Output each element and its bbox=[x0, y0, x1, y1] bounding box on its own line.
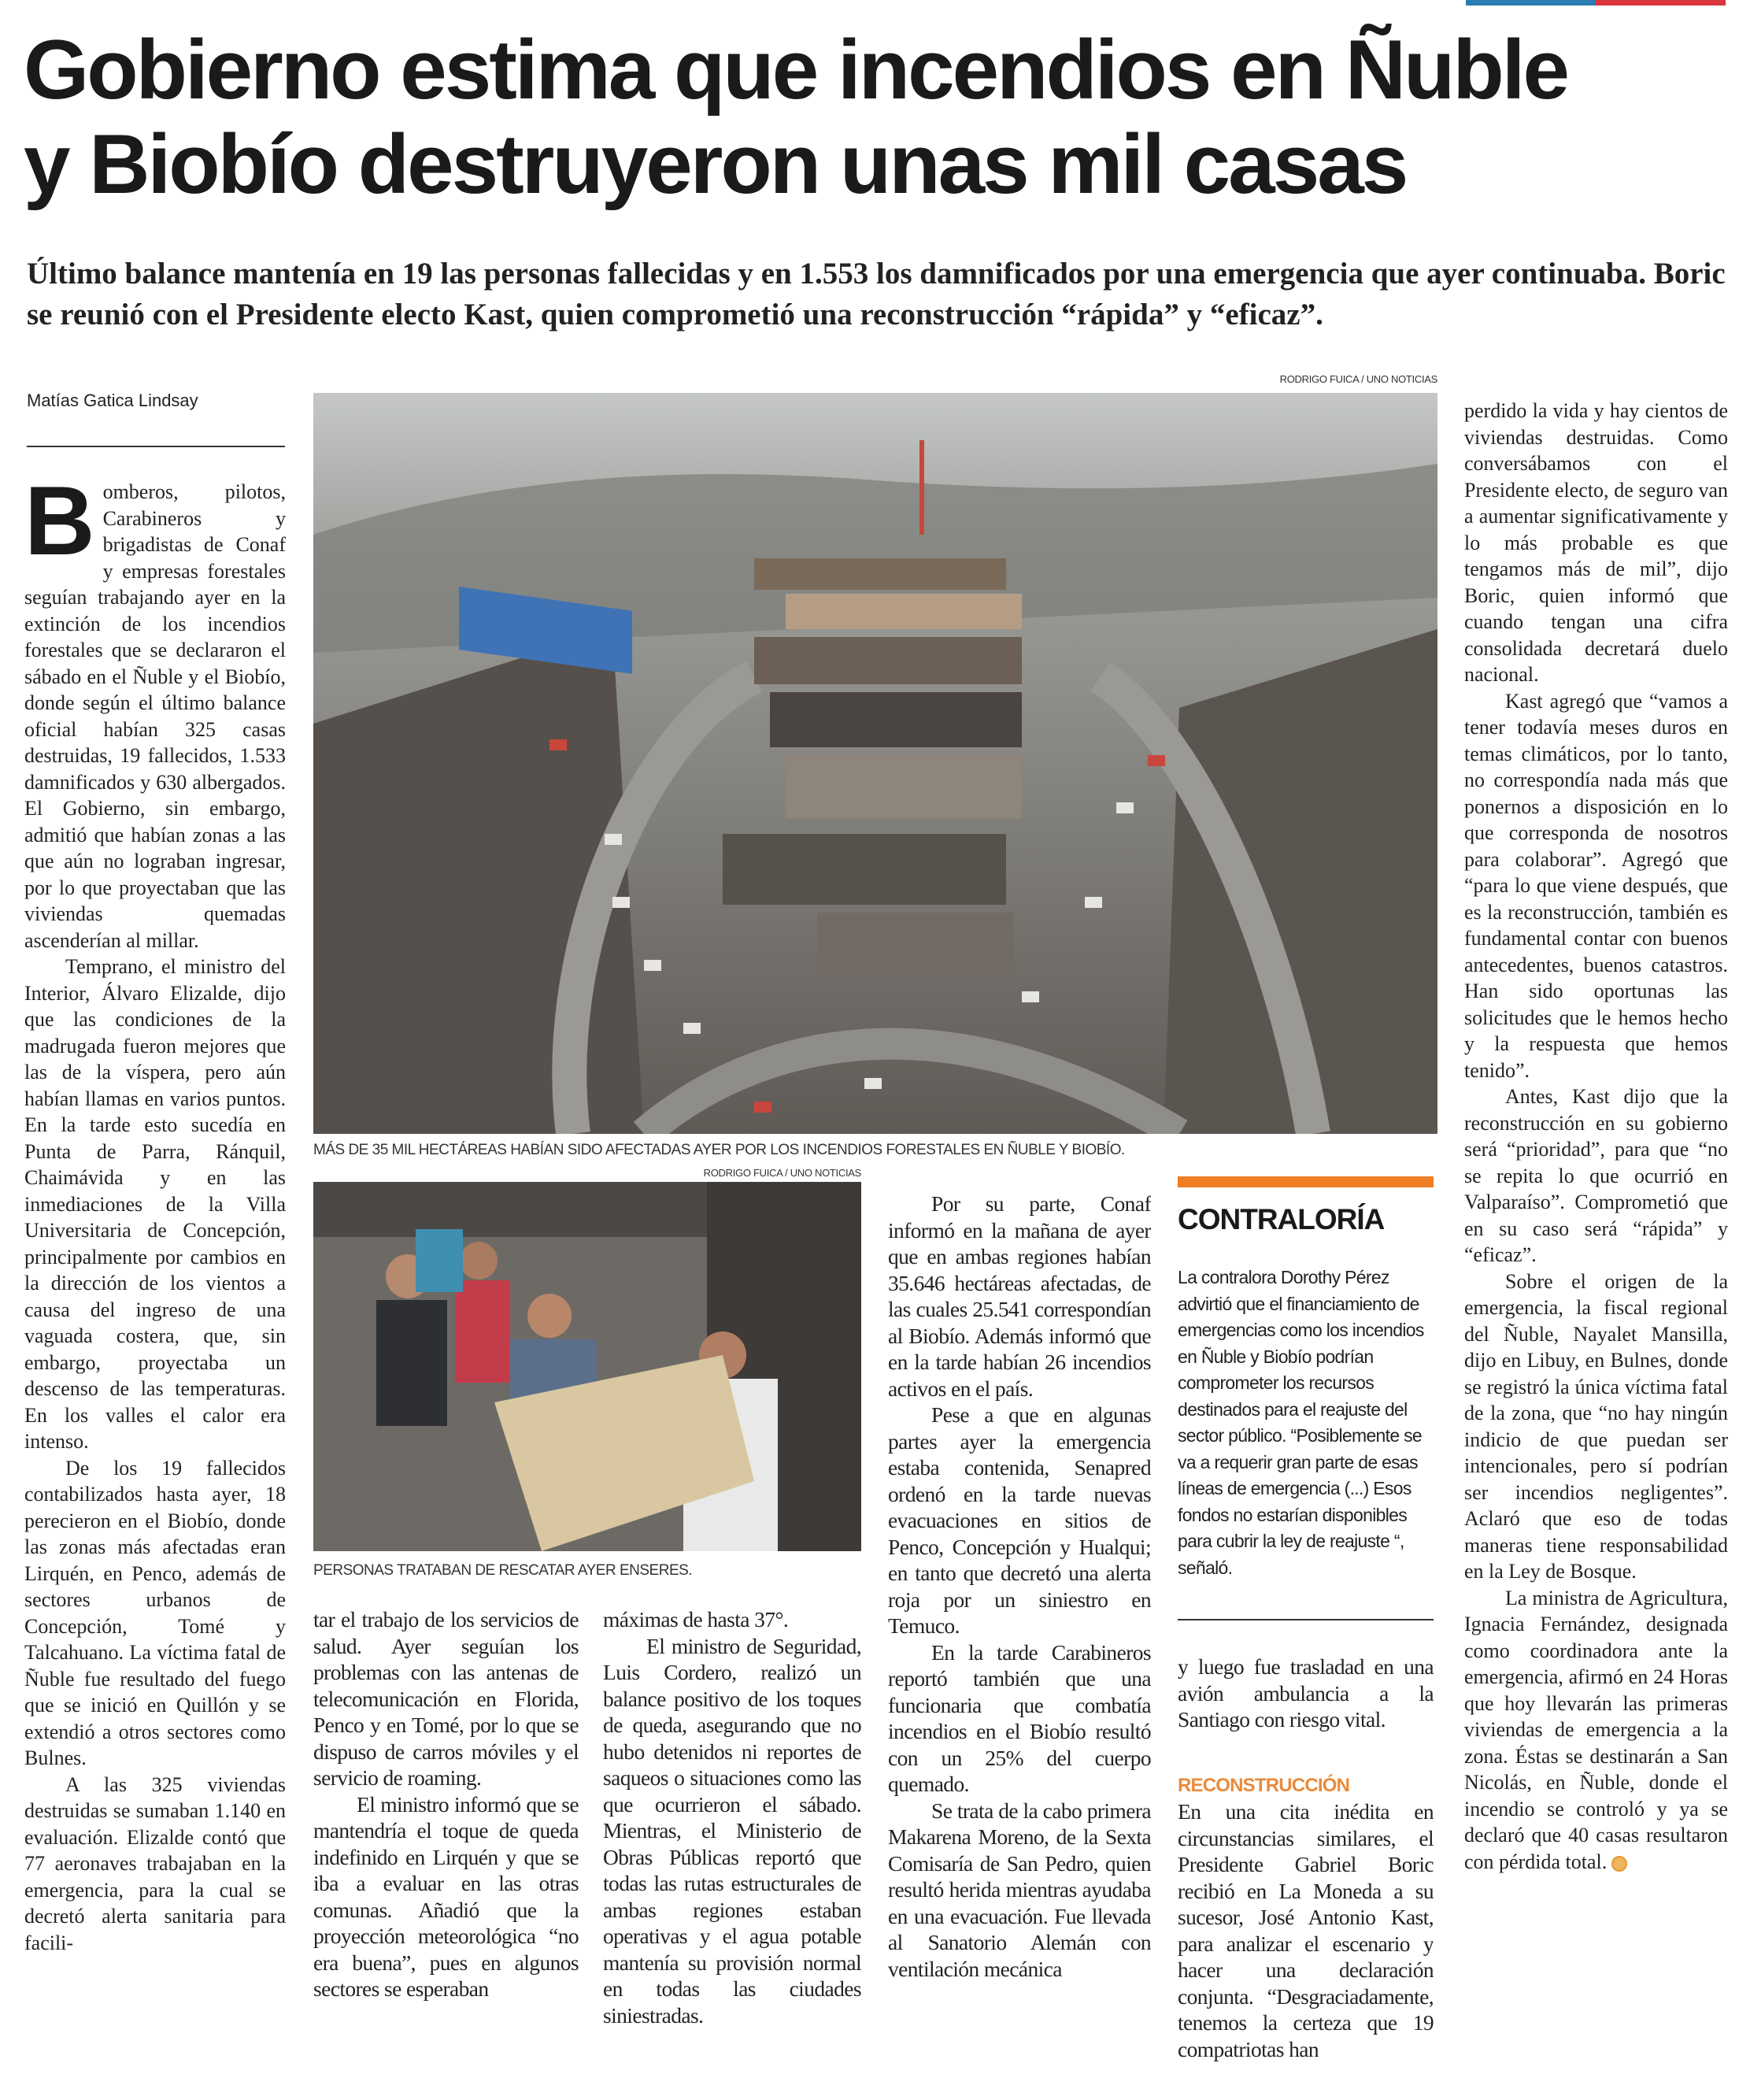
article-column-2 bbox=[313, 1606, 579, 2063]
headline bbox=[24, 22, 1748, 211]
paragraph: perdido la vida y hay cientos de viviendas destruidas. Como conversábamos con el Presidente electo, de seguro van a aumentar significativamente y lo más probable es que tengamos más de mil”, dijo Boric, quien informó que cuando tengan una cifra consolidada decretará duelo nacional. bbox=[1464, 399, 1728, 686]
paragraph: La ministra de Agricultura, Ignacia Fernández, designada como coordinadora ante la emergencia, afirmó en 24 Horas que hoy llevarán las primeras viviendas de emergencia a la zona. Éstas se destinarán a San Nicolás, en Ñuble, donde el incendio se controló y ya se declaró que 40 casas resultaron con pérdida total. bbox=[1464, 1586, 1728, 1873]
sidebar-divider bbox=[1178, 1619, 1434, 1620]
paragraph: A las 325 viviendas destruidas se sumaban 1.140 en evaluación. Elizalde contó que 77 aeronaves trabajaban en la emergencia, para la cual se decretó alerta sanitaria para facili- bbox=[24, 1772, 286, 1954]
photo-caption: PERSONAS TRATABAN DE RESCATAR AYER ENSERES. bbox=[313, 1562, 693, 1579]
article-column-3 bbox=[603, 1606, 861, 2063]
article-column-6 bbox=[1464, 398, 1728, 2063]
sidebar-accent-bar bbox=[1178, 1176, 1434, 1187]
end-of-article-icon bbox=[1611, 1856, 1627, 1872]
sidebar-title: CONTRALORÍA bbox=[1178, 1203, 1385, 1235]
paragraph: Pese a que en algunas partes ayer la emergencia estaba contenida, Senapred ordenó en la tarde nuevas evacuaciones en sitios de Penco, Concepción y Hualqui; en tanto que decretó una alerta roja por un siniestro en Temuco. bbox=[888, 1402, 1151, 1638]
paragraph: En la tarde Carabineros reportó también que una funcionaria que combatía incendios en el Biobío resultó con un 25% del cuerpo quemado. bbox=[888, 1639, 1151, 1796]
paragraph: El ministro informó que se mantendría el toque de queda indefinido en Lirquén y que se iba a evaluar en las otras comunas. Añadió que la proyección meteorológica “no era buena”, pues en algunos sectores se esperaban bbox=[313, 1791, 579, 2001]
photo-credit: RODRIGO FUICA / UNO NOTICIAS bbox=[703, 1167, 861, 1179]
paragraph: En una cita inédita en circunstancias similares, el Presidente Gabriel Boric recibió en La Moneda a su sucesor, José Antonio Kast, para analizar el escenario y hacer una declaración conjunta. “Desgraciadamente, tenemos la certeza que 19 compatriotas han bbox=[1178, 1799, 1434, 2061]
byline-divider bbox=[27, 446, 285, 447]
sidebar-body bbox=[1178, 1265, 1437, 1581]
article-column-4 bbox=[888, 1191, 1151, 2063]
paragraph: De los 19 fallecidos contabilizados hasta ayer, 18 perecieron en el Biobío, donde las zonas más afectadas eran Lirquén, en Penco, además de sectores urbanos de Concepción, Tomé y Talcahuano. La víctima fatal de Ñuble fue resultado del fuego que se inició en Quillón y se extendió a otros sectores como Bulnes. bbox=[24, 1456, 286, 1769]
paragraph: omberos, pilotos, Carabineros y brigadistas de Conaf y empresas forestales seguían trabajando ayer en la extinción de los incendios forestales que se declararon el sábado en el Ñuble y el Biobío, donde según el último balance oficial habían 325 casas destruidas, 19 fallecidos, 1.533 damnificados y 630 albergados. El Gobierno, sin embargo, admitió que habían zonas a las que aún no lograban ingresar, por lo que proyectaban que las viviendas quemadas ascenderían al millar. bbox=[24, 480, 286, 952]
paragraph: Kast agregó que “vamos a tener todavía meses duros en temas climáticos, por lo tanto, no correspondía nada más que ponernos a disposición en lo que corresponda de nosotros para colaborar”. Agregó que “para lo que viene después, que es la reconstrucción, también es fundamental contar con buenos antecedentes, buenos catastros. Han sido oportunas las solicitudes que le hemos hecho y la respuesta que hemos tenido”. bbox=[1464, 689, 1728, 1082]
byline: Matías Gatica Lindsay bbox=[27, 391, 198, 410]
article-column-5 bbox=[1178, 1654, 1434, 2063]
photo-caption: MÁS DE 35 MIL HECTÁREAS HABÍAN SIDO AFECTADAS AYER POR LOS INCENDIOS FORESTALES EN ÑUBLE Y BIOBÍO. bbox=[313, 1142, 1125, 1158]
paragraph: Por su parte, Conaf informó en la mañana de ayer que en ambas regiones habían 35.646 hectáreas afectadas, de las cuales 25.541 correspondían al Biobío. Además informó que en la tarde habían 26 incendios activos en el país. bbox=[888, 1191, 1151, 1401]
headline-line-1: Gobierno estima que incendios en Ñuble bbox=[24, 22, 1567, 117]
paragraph: Antes, Kast dijo que la reconstrucción en su gobierno será “prioridad”, para que “no se repita lo que ocurrió en Valparaíso”. Comprometió que en su caso será “rápida” y “eficaz”. bbox=[1464, 1085, 1728, 1266]
paragraph: tar el trabajo de los servicios de salud. Ayer seguían los problemas con las antenas de telecomunicación en Florida, Penco y en Tomé, por lo que se dispuso de carros móviles y el servicio de roaming. bbox=[313, 1607, 579, 1790]
paragraph: Se trata de la cabo primera Makarena Moreno, de la Sexta Comisaría de San Pedro, quien resultó herida mientras ayudaba en una evacuación. Fue llevada al Sanatorio Alemán con ventilación mecánica bbox=[888, 1798, 1151, 1981]
drop-cap: B bbox=[24, 479, 95, 576]
sidebar-paragraph: La contralora Dorothy Pérez advirtió que el financiamiento de emergencias como los incendios en Ñuble y Biobío podrían comprometer los recursos destinados para el reajuste del sector público. “Posiblemente se va a requerir gran parte de esas líneas de emergencia (...) Esos fondos no estarían disponibles para cubrir la ley de reajuste “, señaló. bbox=[1178, 1267, 1424, 1578]
paragraph: Sobre el origen de la emergencia, la fiscal regional del Ñuble, Nayalet Mansilla, dijo en Libuy, en Bulnes, donde se registró la única víctima fatal de la zona, que “no hay ningún indicio de que puedan ser intencionales, pero sí podrían ser incendios negligentes”. Aclaró que eso de todas maneras tiene responsabilidad en la Ley de Bosque. bbox=[1464, 1269, 1728, 1583]
deck-subtitle: Último balance mantenía en 19 las personas fallecidas y en 1.553 los damnificados por una emergencia que ayer continuaba. Boric se reunió con el Presidente electo Kast, quien comprometió una reconstrucción “rápida” y “eficaz”. bbox=[27, 257, 1726, 331]
section-color-bar bbox=[1466, 0, 1726, 6]
photo-people-rescuing-belongings bbox=[313, 1182, 861, 1551]
headline-line-2: y Biobío destruyeron unas mil casas bbox=[24, 117, 1407, 211]
aerial-photo-burned-neighborhood bbox=[313, 393, 1437, 1134]
paragraph: Temprano, el ministro del Interior, Álvaro Elizalde, dijo que las condiciones de la madrugada fueron mejores que las de la víspera, pero aún habían llamas en varios puntos. En la tarde esto sucedía en Punta de Parra, Ránquil, Chaimávida y en las inmediaciones de la Villa Universitaria de Concepción, principalmente por cambios en la dirección de los vientos a causa del ingreso de una vaguada costera, que, sin embargo, proyectaba un descenso de las temperaturas. En los valles el calor era intenso. bbox=[24, 955, 286, 1453]
section-subhead: RECONSTRUCCIÓN bbox=[1178, 1774, 1350, 1796]
article-column-1 bbox=[24, 479, 286, 2061]
paragraph: y luego fue trasladad en una avión ambulancia a la Santiago con riesgo vital. bbox=[1178, 1654, 1434, 1731]
paragraph: máximas de hasta 37°. bbox=[603, 1607, 789, 1631]
photo-credit: RODRIGO FUICA / UNO NOTICIAS bbox=[1279, 373, 1437, 385]
paragraph: El ministro de Seguridad, Luis Cordero, realizó un balance positivo de los toques de queda, asegurando que no hubo detenidos ni reportes de saqueos o situaciones como las que ocurrieron el sábado. Mientras, el Ministerio de Obras Públicas reportó que todas las rutas estructurales de ambas regiones estaban operativas y el agua potable mantenía su provisión normal en todas las ciudades siniestradas. bbox=[603, 1633, 861, 2028]
